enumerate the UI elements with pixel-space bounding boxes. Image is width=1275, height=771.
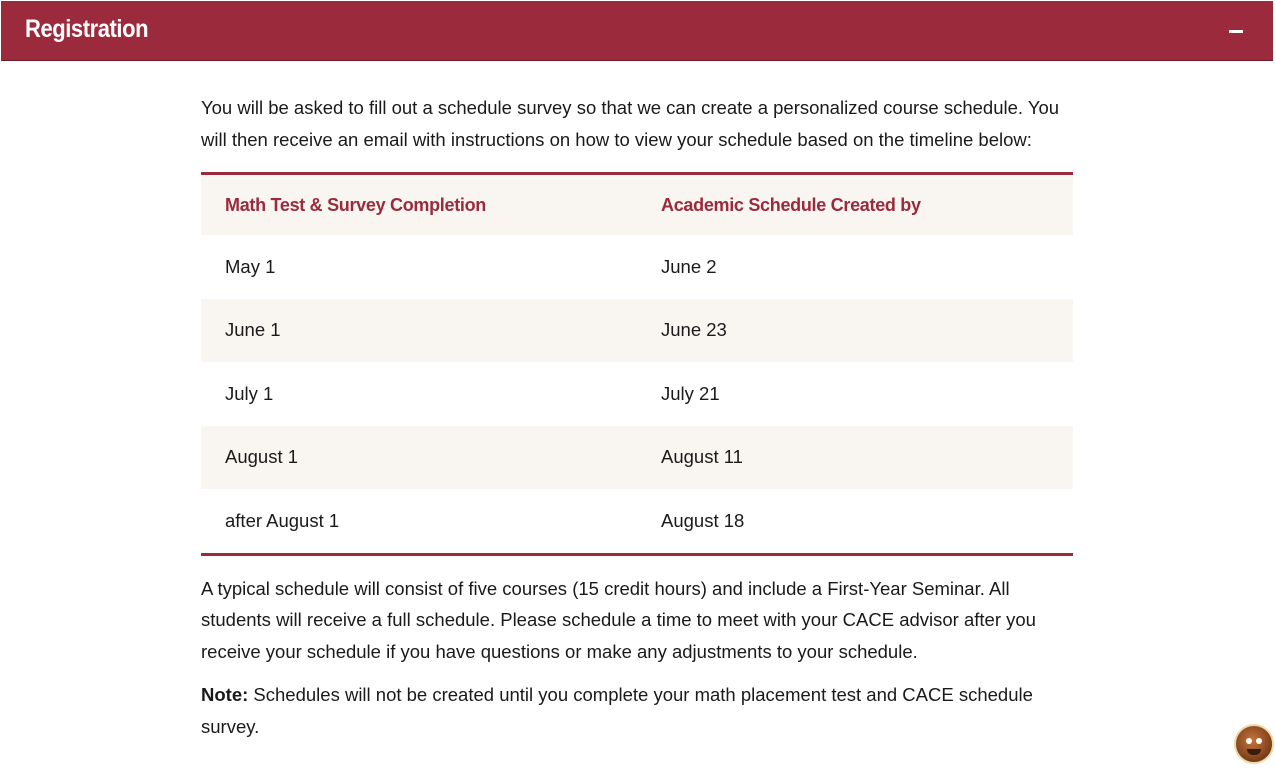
table-cell-created-date: June 2 (661, 255, 717, 277)
intro-paragraph: You will be asked to fill out a schedule survey so that we can create a personalized course schedule. You will then receive an email with instructions on how to view your schedule based on the timeline below: (201, 97, 1060, 150)
note-label: Note: (201, 684, 249, 705)
minus-icon (1229, 30, 1243, 33)
mascot-chat-icon[interactable] (1234, 724, 1274, 764)
table-cell-created-date: June 23 (637, 299, 1073, 363)
table-row (201, 299, 1073, 363)
accordion-header-registration[interactable] (1, 1, 1273, 61)
table-header-row (201, 174, 1073, 236)
table-cell-created-date: August 11 (637, 426, 1073, 490)
schedule-timeline-table (201, 172, 1073, 556)
note-text: Schedules will not be created until you complete your math placement test and CACE schedule survey. (201, 684, 1033, 737)
table-row (201, 489, 1073, 554)
collapse-button[interactable] (1223, 17, 1249, 43)
typical-schedule-paragraph: A typical schedule will consist of five courses (15 credit hours) and include a First-Year Seminar. All students will receive a full schedule. Please schedule a time to meet with your CACE advisor after you receive your schedule if you have questions or make any adjustments to your schedule. (201, 577, 1036, 662)
accordion-panel (201, 92, 1073, 742)
mascot-mouth (1247, 749, 1261, 755)
column-header-schedule-created: Academic Schedule Created by (637, 174, 1073, 236)
table-cell-completion-date: August 1 (201, 426, 637, 490)
table-cell-created-date: July 21 (661, 382, 720, 404)
column-header-survey-completion: Math Test & Survey Completion (201, 174, 637, 236)
mascot-eye (1246, 738, 1252, 744)
accordion-title: Registration (25, 15, 149, 43)
table-cell-created-date: August 18 (661, 509, 745, 531)
table-cell-completion-date: May 1 (225, 255, 276, 277)
table-cell-completion-date: after August 1 (225, 509, 340, 531)
table-cell-completion-date: June 1 (201, 299, 637, 363)
mascot-eye (1256, 738, 1262, 744)
table-row (201, 426, 1073, 490)
note-paragraph (201, 679, 1073, 742)
table-row (201, 235, 1073, 299)
table-row (201, 362, 1073, 426)
table-cell-completion-date: July 1 (225, 382, 274, 404)
